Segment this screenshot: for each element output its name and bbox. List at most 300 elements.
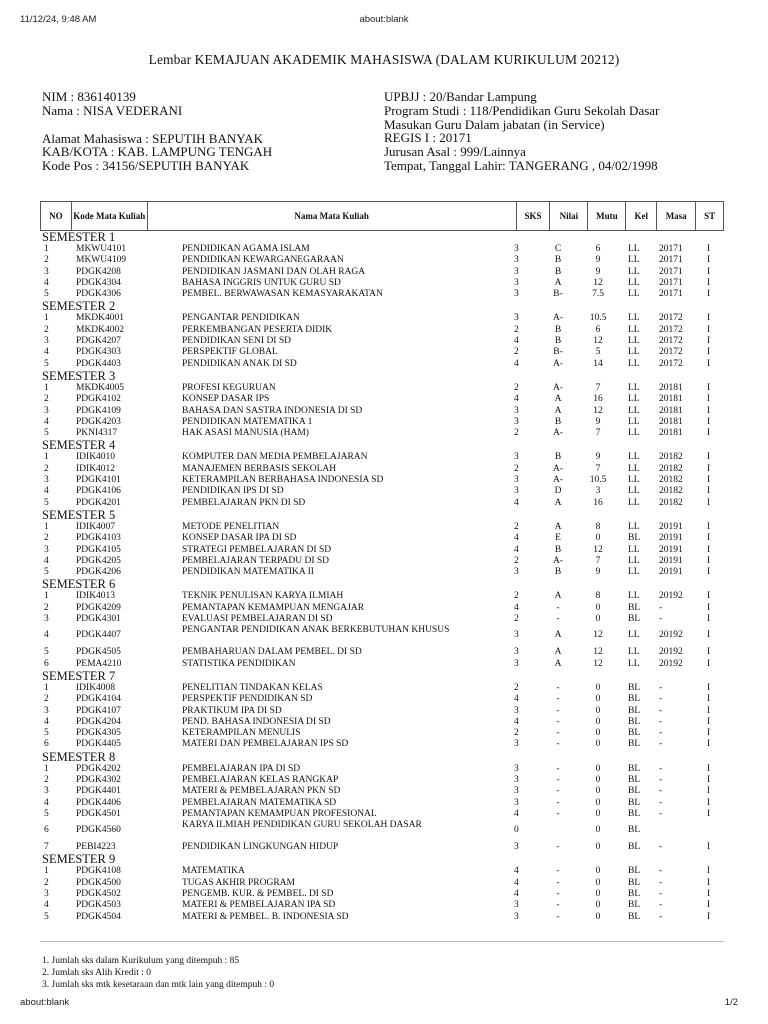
cell-masa: -	[659, 877, 663, 888]
cell-kel: BL	[628, 825, 641, 836]
cell-nilai: A	[554, 394, 562, 405]
cell-sks: 3	[514, 416, 519, 427]
cell-sks: 2	[514, 591, 519, 602]
cell-no: 2	[44, 877, 49, 888]
cell-kel: LL	[628, 277, 640, 288]
cell-sks: 2	[514, 324, 519, 335]
table-row	[40, 603, 724, 614]
cell-mutu: 9	[595, 416, 601, 427]
cell-st: I	[707, 728, 711, 739]
cell-kode: PDGK4103	[76, 533, 121, 544]
cell-nilai: -	[556, 763, 560, 774]
cell-masa: -	[659, 763, 663, 774]
cell-nilai: -	[556, 786, 560, 797]
cell-sks: 4	[514, 889, 519, 900]
cell-no: 2	[44, 694, 49, 705]
cell-no: 4	[44, 797, 49, 808]
cell-kode: PEMA4210	[76, 658, 122, 669]
cell-mutu: 9	[595, 266, 601, 277]
table-row	[40, 336, 724, 347]
cell-masa: 20191	[659, 544, 683, 555]
cell-nama: METODE PENELITIAN	[182, 521, 280, 532]
cell-no: 3	[44, 614, 49, 625]
cell-masa: 20182	[659, 475, 683, 486]
cell-mutu: 9	[595, 255, 601, 266]
cell-no: 4	[44, 900, 49, 911]
table-row	[40, 394, 724, 405]
cell-kode: PDGK4407	[76, 630, 121, 641]
cell-nilai: A-	[552, 382, 564, 393]
cell-kode: PDGK4205	[76, 555, 121, 566]
cell-sks: 4	[514, 808, 519, 819]
cell-sks: 3	[514, 774, 519, 785]
cell-nama: KETERAMPILAN BERBAHASA INDONESIA SD	[182, 475, 384, 486]
document-title: Lembar KEMAJUAN AKADEMIK MAHASISWA (DALAM KURIKULUM 20212)	[148, 52, 620, 67]
cell-st: I	[707, 567, 711, 578]
cell-nama: EVALUASI PEMBELAJARAN DI SD	[182, 614, 333, 625]
table-row	[40, 866, 724, 877]
cell-nama: PENDIDIKAN IPS DI SD	[182, 486, 284, 497]
cell-st: I	[707, 277, 711, 288]
cell-nama: STRATEGI PEMBELAJARAN DI SD	[182, 544, 332, 555]
cell-mutu: 7.5	[592, 289, 604, 300]
cell-nilai: -	[556, 889, 560, 900]
semester-heading: SEMESTER 5	[42, 507, 116, 522]
cell-nilai: B	[554, 452, 562, 463]
cell-mutu: 0	[595, 705, 601, 716]
cell-sks: 2	[514, 521, 519, 532]
cell-nilai: A-	[552, 463, 564, 474]
cell-kode: PDGK4505	[76, 647, 121, 658]
cell-kel: BL	[628, 694, 641, 705]
table-row	[40, 383, 724, 394]
cell-st: I	[707, 313, 711, 324]
table-row	[40, 775, 724, 786]
cell-mutu: 0	[595, 842, 601, 853]
cell-sks: 3	[514, 786, 519, 797]
table-row	[40, 452, 724, 463]
regis: REGIS I : 20171	[384, 130, 472, 146]
cell-kode: PKNI4317	[76, 428, 118, 439]
cell-nama: PENDIDIKAN KEWARGANEGARAAN	[182, 255, 344, 266]
cell-st: I	[707, 452, 711, 463]
cell-nilai: -	[556, 877, 560, 888]
cell-no: 4	[44, 630, 49, 641]
cell-kode: PDGK4401	[76, 786, 121, 797]
table-row	[40, 313, 724, 324]
table-row	[40, 267, 724, 278]
note-2: 2. Jumlah sks Alih Kredit : 0	[42, 968, 151, 978]
cell-no: 1	[44, 763, 49, 774]
cell-no: 2	[44, 602, 49, 613]
cell-nama: PENDIDIKAN SENI DI SD	[182, 336, 291, 347]
cell-sks: 3	[514, 567, 519, 578]
table-row	[40, 625, 724, 647]
table-row	[40, 498, 724, 509]
header-kode: Kode Mata Kuliah	[71, 202, 147, 231]
cell-st: I	[707, 630, 711, 641]
cell-mutu: 12	[593, 544, 603, 555]
cell-kel: LL	[628, 591, 640, 602]
cell-masa: -	[659, 682, 663, 693]
cell-nama: TEKNIK PENULISAN KARYA ILMIAH	[182, 591, 344, 602]
cell-nilai: B	[554, 416, 562, 427]
cell-masa: 20191	[659, 567, 683, 578]
table-row	[40, 809, 724, 820]
cell-no: 3	[44, 889, 49, 900]
cell-kode: PDGK4301	[76, 614, 121, 625]
cell-nama: PERKEMBANGAN PESERTA DIDIK	[182, 324, 333, 335]
cell-kode: PDGK4206	[76, 567, 121, 578]
cell-st: I	[707, 416, 711, 427]
cell-sks: 4	[514, 694, 519, 705]
masukan: Masukan Guru Dalam jabatan (in Service)	[384, 116, 605, 132]
cell-kel: LL	[628, 463, 640, 474]
table-row	[40, 706, 724, 717]
cell-nilai: -	[556, 728, 560, 739]
table-row	[40, 659, 724, 670]
cell-nama: PENDIDIKAN MATEMATIKA 1	[182, 416, 313, 427]
cell-mutu: 0	[595, 763, 601, 774]
note-3: 3. Jumlah sks mtk kesetaraan dan mtk lain yang ditempuh : 0	[42, 980, 275, 990]
cell-sks: 3	[514, 255, 519, 266]
cell-kel: LL	[628, 382, 640, 393]
cell-st: I	[707, 682, 711, 693]
cell-st: I	[707, 591, 711, 602]
cell-kode: PDGK4403	[76, 358, 121, 369]
cell-nilai: B	[554, 324, 562, 335]
cell-masa: -	[659, 900, 663, 911]
cell-sks: 3	[514, 313, 519, 324]
cell-st: I	[707, 658, 711, 669]
cell-nilai: -	[556, 911, 560, 922]
cell-masa: 20181	[659, 382, 683, 393]
cell-kode: PDGK4504	[76, 911, 121, 922]
cell-masa: -	[659, 842, 663, 853]
cell-nilai: B	[554, 266, 562, 277]
cell-kel: LL	[628, 486, 640, 497]
semester-heading: SEMESTER 3	[42, 368, 116, 383]
table-row	[40, 647, 724, 658]
cell-mutu: 16	[593, 394, 603, 405]
cell-sks: 4	[514, 358, 519, 369]
cell-no: 5	[44, 647, 49, 658]
cell-kode: PDGK4104	[76, 694, 121, 705]
table-row	[40, 764, 724, 775]
cell-nilai: B	[554, 567, 562, 578]
cell-sks: 3	[514, 647, 519, 658]
cell-nama: HAK ASASI MANUSIA (HAM)	[182, 428, 309, 439]
cell-masa: -	[659, 694, 663, 705]
cell-kode: PDGK4405	[76, 739, 121, 750]
cell-kode: PDGK4306	[76, 289, 121, 300]
table-row	[40, 694, 724, 705]
cell-nama: PENELITIAN TINDAKAN KELAS	[182, 682, 323, 693]
cell-masa: 20191	[659, 555, 683, 566]
cell-mutu: 9	[595, 567, 601, 578]
print-url-bottom: about:blank	[20, 997, 70, 1008]
cell-st: I	[707, 694, 711, 705]
cell-st: I	[707, 336, 711, 347]
cell-st: I	[707, 521, 711, 532]
cell-st: I	[707, 647, 711, 658]
cell-st: I	[707, 324, 711, 335]
cell-kode: IDIK4010	[76, 452, 116, 463]
cell-mutu: 0	[595, 716, 601, 727]
table-row	[40, 842, 724, 853]
page-number: 1/2	[724, 997, 738, 1008]
cell-kel: LL	[628, 658, 640, 669]
cell-no: 3	[44, 405, 49, 416]
cell-nama: PENDIDIKAN AGAMA ISLAM	[182, 244, 310, 254]
cell-kel: LL	[628, 324, 640, 335]
cell-sks: 3	[514, 739, 519, 750]
cell-kode: IDIK4012	[76, 463, 116, 474]
cell-masa: 20192	[659, 647, 683, 658]
cell-nama: MANAJEMEN BERBASIS SEKOLAH	[182, 463, 337, 474]
cell-sks: 3	[514, 630, 519, 641]
cell-kode: PDGK4204	[76, 716, 121, 727]
cell-no: 5	[44, 289, 49, 300]
cell-nama: STATISTIKA PENDIDIKAN	[182, 658, 296, 669]
table-row	[40, 347, 724, 358]
cell-masa: -	[659, 739, 663, 750]
cell-mutu: 14	[593, 358, 603, 369]
cell-nilai: A	[554, 647, 562, 658]
cell-masa: -	[659, 866, 663, 877]
table-row	[40, 717, 724, 728]
cell-nama: MATERI DAN PEMBELAJARAN IPS SD	[182, 739, 349, 750]
cell-kel: LL	[628, 405, 640, 416]
cell-masa: -	[659, 774, 663, 785]
cell-mutu: 0	[595, 614, 601, 625]
cell-mutu: 0	[595, 825, 601, 836]
cell-nama: PROFESI KEGURUAN	[182, 382, 276, 393]
cell-nilai: -	[556, 842, 560, 853]
cell-masa: 20181	[659, 428, 683, 439]
table-row	[40, 798, 724, 809]
cell-nama: PERSPEKTIF GLOBAL	[182, 347, 278, 358]
header-masa: Masa	[657, 202, 696, 231]
cell-mutu: 12	[593, 336, 603, 347]
cell-nama: PEMBEL. BERWAWASAN KEMASYARAKATAN	[182, 289, 383, 300]
cell-sks: 2	[514, 555, 519, 566]
cell-no: 6	[44, 825, 49, 836]
cell-masa: 20172	[659, 358, 683, 369]
cell-masa: 20182	[659, 497, 683, 508]
cell-no: 5	[44, 567, 49, 578]
cell-mutu: 0	[595, 602, 601, 613]
cell-masa: 20181	[659, 416, 683, 427]
cell-nama: PENGEMB. KUR. & PEMBEL. DI SD	[182, 889, 334, 900]
cell-kode: PDGK4107	[76, 705, 121, 716]
cell-nilai: A	[554, 630, 562, 641]
cell-nama: PEMBELAJARAN MATEMATIKA SD	[182, 797, 337, 808]
cell-sks: 3	[514, 244, 519, 254]
cell-st: I	[707, 255, 711, 266]
cell-mutu: 7	[595, 382, 601, 393]
cell-kel: BL	[628, 866, 641, 877]
divider	[40, 941, 724, 942]
table-header	[40, 201, 724, 231]
cell-nilai: A-	[552, 428, 564, 439]
cell-no: 2	[44, 394, 49, 405]
cell-nama: MATEMATIKA	[182, 866, 245, 877]
cell-masa: -	[659, 728, 663, 739]
cell-no: 4	[44, 416, 49, 427]
cell-masa: 20181	[659, 394, 683, 405]
cell-no: 2	[44, 324, 49, 335]
cell-kode: PDGK4304	[76, 277, 121, 288]
cell-nilai: -	[556, 602, 560, 613]
cell-sks: 3	[514, 911, 519, 922]
cell-no: 2	[44, 463, 49, 474]
header-no: NO	[41, 202, 72, 231]
cell-masa: -	[659, 716, 663, 727]
cell-sks: 4	[514, 716, 519, 727]
table-row	[40, 533, 724, 544]
cell-kel: LL	[628, 394, 640, 405]
table-row	[40, 786, 724, 797]
cell-nama: KONSEP DASAR IPA DI SD	[182, 533, 297, 544]
cell-nilai: -	[556, 682, 560, 693]
table-row	[40, 728, 724, 739]
cell-masa: 20192	[659, 658, 683, 669]
cell-kode: PEBI4223	[76, 842, 116, 853]
cell-st: I	[707, 808, 711, 819]
cell-kel: BL	[628, 682, 641, 693]
header-nama: Nama Mata Kuliah	[147, 202, 516, 231]
cell-kel: LL	[628, 266, 640, 277]
cell-nilai: A-	[552, 555, 564, 566]
semester-heading: SEMESTER 4	[42, 438, 116, 453]
student-address: Alamat Mahasiswa : SEPUTIH BANYAK	[42, 130, 263, 146]
cell-sks: 3	[514, 900, 519, 911]
cell-no: 4	[44, 347, 49, 358]
cell-mutu: 8	[595, 521, 601, 532]
cell-kel: LL	[628, 544, 640, 555]
cell-sks: 3	[514, 658, 519, 669]
cell-kel: BL	[628, 533, 641, 544]
cell-sks: 3	[514, 452, 519, 463]
cell-kel: BL	[628, 797, 641, 808]
cell-sks: 2	[514, 382, 519, 393]
cell-mutu: 0	[595, 786, 601, 797]
notes	[42, 955, 274, 991]
cell-masa: 20172	[659, 336, 683, 347]
cell-sks: 2	[514, 463, 519, 474]
table-row	[40, 889, 724, 900]
cell-mutu: 12	[593, 405, 603, 416]
student-info-right	[384, 90, 659, 173]
cell-kode: PDGK4109	[76, 405, 121, 416]
cell-sks: 4	[514, 497, 519, 508]
cell-nilai: A-	[552, 475, 564, 486]
cell-kode: PDGK4502	[76, 889, 121, 900]
cell-nilai: B	[554, 544, 562, 555]
cell-sks: 3	[514, 266, 519, 277]
note-1: 1. Jumlah sks dalam Kurikulum yang ditempuh : 85	[42, 956, 240, 966]
cell-kode: PDGK4208	[76, 266, 121, 277]
cell-st: I	[707, 911, 711, 922]
cell-kode: PDGK4203	[76, 416, 121, 427]
cell-st: I	[707, 602, 711, 613]
table-row	[40, 255, 724, 266]
table-row	[40, 359, 724, 370]
cell-nama: MATERI & PEMBELAJARAN PKN SD	[182, 786, 341, 797]
student-info-left	[42, 90, 272, 173]
cell-kel: LL	[628, 428, 640, 439]
cell-st: I	[707, 900, 711, 911]
table-row	[40, 739, 724, 750]
cell-no: 3	[44, 336, 49, 347]
cell-kel: BL	[628, 774, 641, 785]
cell-kode: PDGK4406	[76, 797, 121, 808]
cell-st: I	[707, 244, 711, 254]
cell-mutu: 0	[595, 900, 601, 911]
cell-masa: 20182	[659, 486, 683, 497]
cell-mutu: 10.5	[589, 475, 607, 486]
cell-st: I	[707, 739, 711, 750]
cell-st: I	[707, 533, 711, 544]
table-row	[40, 289, 724, 300]
cell-masa: -	[659, 808, 663, 819]
cell-no: 5	[44, 911, 49, 922]
cell-masa: -	[659, 889, 663, 900]
semester-heading: SEMESTER 1	[42, 230, 116, 244]
cell-nilai: A	[554, 497, 562, 508]
cell-st: I	[707, 358, 711, 369]
cell-no: 5	[44, 808, 49, 819]
cell-nama: MATERI & PEMBEL. B. INDONESIA SD	[182, 911, 349, 922]
cell-nama: PEMANTAPAN KEMAMPUAN PROFESIONAL	[182, 808, 377, 819]
cell-no: 3	[44, 475, 49, 486]
cell-mutu: 7	[595, 428, 601, 439]
cell-no: 1	[44, 682, 49, 693]
cell-kode: PDGK4500	[76, 877, 121, 888]
cell-masa: 20192	[659, 591, 683, 602]
cell-kel: LL	[628, 347, 640, 358]
semester-heading: SEMESTER 6	[42, 577, 116, 592]
cell-sks: 2	[514, 682, 519, 693]
cell-no: 2	[44, 774, 49, 785]
cell-nilai: B	[554, 336, 562, 347]
birth-place-date: Tempat, Tanggal Lahir: TANGERANG , 04/02/1998	[384, 157, 658, 173]
cell-kode: PDGK4108	[76, 866, 121, 877]
cell-nilai: B-	[553, 289, 563, 300]
cell-masa: -	[659, 614, 663, 625]
table-row	[40, 464, 724, 475]
cell-kode: PDGK4209	[76, 602, 121, 613]
cell-kode: PDGK4503	[76, 900, 121, 911]
cell-sks: 4	[514, 544, 519, 555]
cell-kel: LL	[628, 244, 640, 254]
cell-no: 5	[44, 728, 49, 739]
cell-st: I	[707, 786, 711, 797]
table-row	[40, 325, 724, 336]
cell-kel: BL	[628, 877, 641, 888]
cell-mutu: 0	[595, 682, 601, 693]
cell-sks: 2	[514, 728, 519, 739]
cell-mutu: 3	[595, 486, 601, 497]
cell-sks: 4	[514, 602, 519, 613]
cell-kel: LL	[628, 521, 640, 532]
cell-no: 3	[44, 544, 49, 555]
cell-masa: 20192	[659, 630, 683, 641]
cell-nama: PEMBELAJARAN KELAS RANGKAP	[182, 774, 339, 785]
cell-nama: PENDIDIKAN JASMANI DAN OLAH RAGA	[182, 266, 366, 277]
cell-nilai: A	[554, 521, 562, 532]
